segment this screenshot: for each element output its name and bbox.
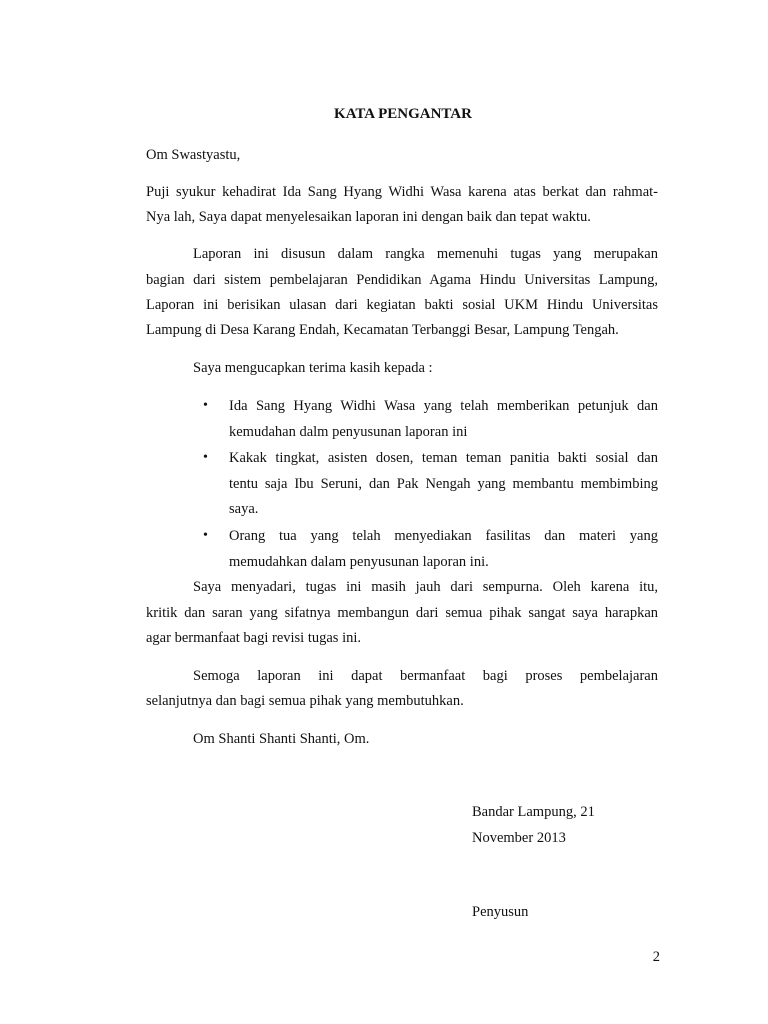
bullet-2-line-1: Kakak tingkat, asisten dosen, teman teman panitia bakti sosial dan bbox=[229, 450, 658, 466]
bullet-3-line-1: Orang tua yang telah menyediakan fasilitas dan materi yang bbox=[229, 528, 658, 544]
bullet-1-line-2: kemudahan dalm penyusunan laporan ini bbox=[229, 424, 468, 440]
paragraph-2-line-4: Lampung di Desa Karang Endah, Kecamatan Terbanggi Besar, Lampung Tengah. bbox=[146, 322, 619, 338]
closing-text: Om Shanti Shanti Shanti, Om. bbox=[193, 731, 370, 747]
bullet-3-line-2: memudahkan dalam penyusunan laporan ini. bbox=[229, 554, 489, 570]
paragraph-3-line-3: agar bermanfaat bagi revisi tugas ini. bbox=[146, 630, 362, 646]
document-title: KATA PENGANTAR bbox=[334, 106, 472, 122]
bullet-2-line-3: saya. bbox=[229, 501, 259, 517]
bullet-marker: • bbox=[203, 398, 208, 413]
page-number: 2 bbox=[652, 949, 660, 965]
signature-place-date-line-2: November 2013 bbox=[472, 830, 566, 846]
bullet-marker: • bbox=[203, 528, 208, 543]
bullet-2-line-2: tentu saja Ibu Seruni, dan Pak Nengah yang membantu membimbing bbox=[229, 476, 658, 492]
paragraph-4-line-2: selanjutnya dan bagi semua pihak yang membutuhkan. bbox=[146, 693, 464, 709]
paragraph-1-line-1: Puji syukur kehadirat Ida Sang Hyang Widhi Wasa karena atas berkat dan rahmat- bbox=[146, 184, 658, 200]
paragraph-1-line-2: Nya lah, Saya dapat menyelesaikan laporan ini dengan baik dan tepat waktu. bbox=[146, 209, 591, 225]
greeting-text: Om Swastyastu, bbox=[146, 147, 241, 163]
paragraph-3-line-1: Saya menyadari, tugas ini masih jauh dari sempurna. Oleh karena itu, bbox=[193, 579, 658, 595]
paragraph-4-line-1: Semoga laporan ini dapat bermanfaat bagi proses pembelajaran bbox=[193, 668, 658, 684]
paragraph-2-line-3: Laporan ini berisikan ulasan dari kegiatan bakti sosial UKM Hindu Universitas bbox=[146, 297, 658, 313]
paragraph-2-line-1: Laporan ini disusun dalam rangka memenuhi tugas yang merupakan bbox=[193, 246, 658, 262]
paragraph-3-line-2: kritik dan saran yang sifatnya membangun dari semua pihak sangat saya harapkan bbox=[146, 605, 658, 621]
signature-author: Penyusun bbox=[472, 904, 529, 920]
bullet-1-line-1: Ida Sang Hyang Widhi Wasa yang telah memberikan petunjuk dan bbox=[229, 398, 658, 414]
thanks-intro-text: Saya mengucapkan terima kasih kepada : bbox=[193, 360, 433, 376]
signature-place-date-line-1: Bandar Lampung, 21 bbox=[472, 804, 595, 820]
bullet-marker: • bbox=[203, 450, 208, 465]
paragraph-2-line-2: bagian dari sistem pembelajaran Pendidikan Agama Hindu Universitas Lampung, bbox=[146, 272, 658, 288]
